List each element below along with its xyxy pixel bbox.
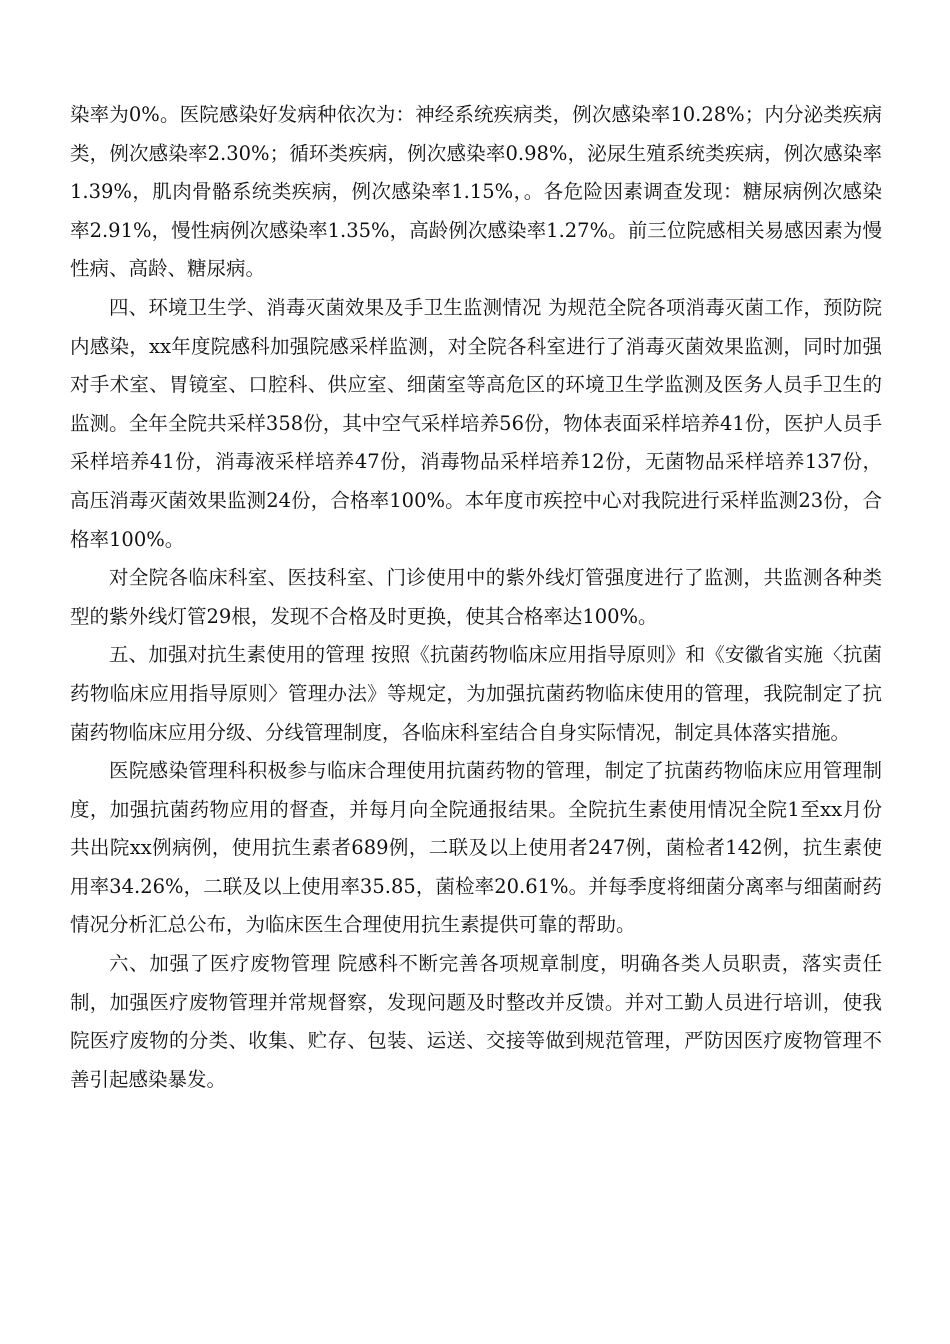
paragraph-medical-waste: 六、加强了医疗废物管理 院感科不断完善各项规章制度，明确各类人员职责，落实责任制，加强医疗废物管理并常规督察，发现问题及时整改并反馈。并对工勤人员进行培训，使我院医疗废物的分类、收集、贮存、包装、运送、交接等做到规范管理，严防因医疗废物管理不善引起感染暴发。 bbox=[70, 952, 882, 1091]
paragraph-environment-monitoring: 四、环境卫生学、消毒灭菌效果及手卫生监测情况 为规范全院各项消毒灭菌工作，预防院内感染，xx年度院感科加强院感采样监测，对全院各科室进行了消毒灭菌效果监测，同时加强对手术室、胃镜室、口腔科、供应室、细菌室等高危区的环境卫生学监测及医务人员手卫生的监测。全年全院共采样358份，其中空气采样培养56份，物体表面采样培养41份，医护人员手采样培养41份，消毒液采样培养47份，消毒物品采样培养12份，无菌物品采样培养137份，高压消毒灭菌效果监测24份，合格率100%。本年度市疾控中心对我院进行采样监测23份，合格率100%。 bbox=[70, 295, 882, 551]
paragraph-uv-lamp-monitoring: 对全院各临床科室、医技科室、门诊使用中的紫外线灯管强度进行了监测，共监测各种类型的紫外线灯管29根，发现不合格及时更换，使其合格率达100%。 bbox=[70, 566, 882, 628]
paragraph-infection-rates: 染率为0%。医院感染好发病种依次为：神经系统疾病类，例次感染率10.28%；内分泌类疾病类，例次感染率2.30%；循环类疾病，例次感染率0.98%，泌尿生殖系统类疾病，例次感染率1.39%，肌肉骨骼系统类疾病，例次感染率1.15%，。各危险因素调查发现：糖尿病例次感染率2.91%，慢性病例次感染率1.35%，高龄例次感染率1.27%。前三位院感相关易感因素为慢性病、高龄、糖尿病。 bbox=[70, 103, 882, 281]
paragraph-antibiotic-statistics: 医院感染管理科积极参与临床合理使用抗菌药物的管理，制定了抗菌药物临床应用管理制度，加强抗菌药物应用的督查，并每月向全院通报结果。全院抗生素使用情况全院1至xx月份共出院xx例病例，使用抗生素者689例，二联及以上使用者247例，菌检者142例，抗生素使用率34.26%，二联及以上使用率35.85，菌检率20.61%。并每季度将细菌分离率与细菌耐药情况分析汇总公布，为临床医生合理使用抗生素提供可靠的帮助。 bbox=[70, 759, 882, 937]
paragraph-antibiotic-management: 五、加强对抗生素使用的管理 按照《抗菌药物临床应用指导原则》和《安徽省实施〈抗菌药物临床应用指导原则〉管理办法》等规定，为加强抗菌药物临床使用的管理，我院制定了抗菌药物临床应用分级、分线管理制度，各临床科室结合自身实际情况，制定具体落实措施。 bbox=[70, 643, 882, 744]
document-body bbox=[70, 96, 882, 1099]
